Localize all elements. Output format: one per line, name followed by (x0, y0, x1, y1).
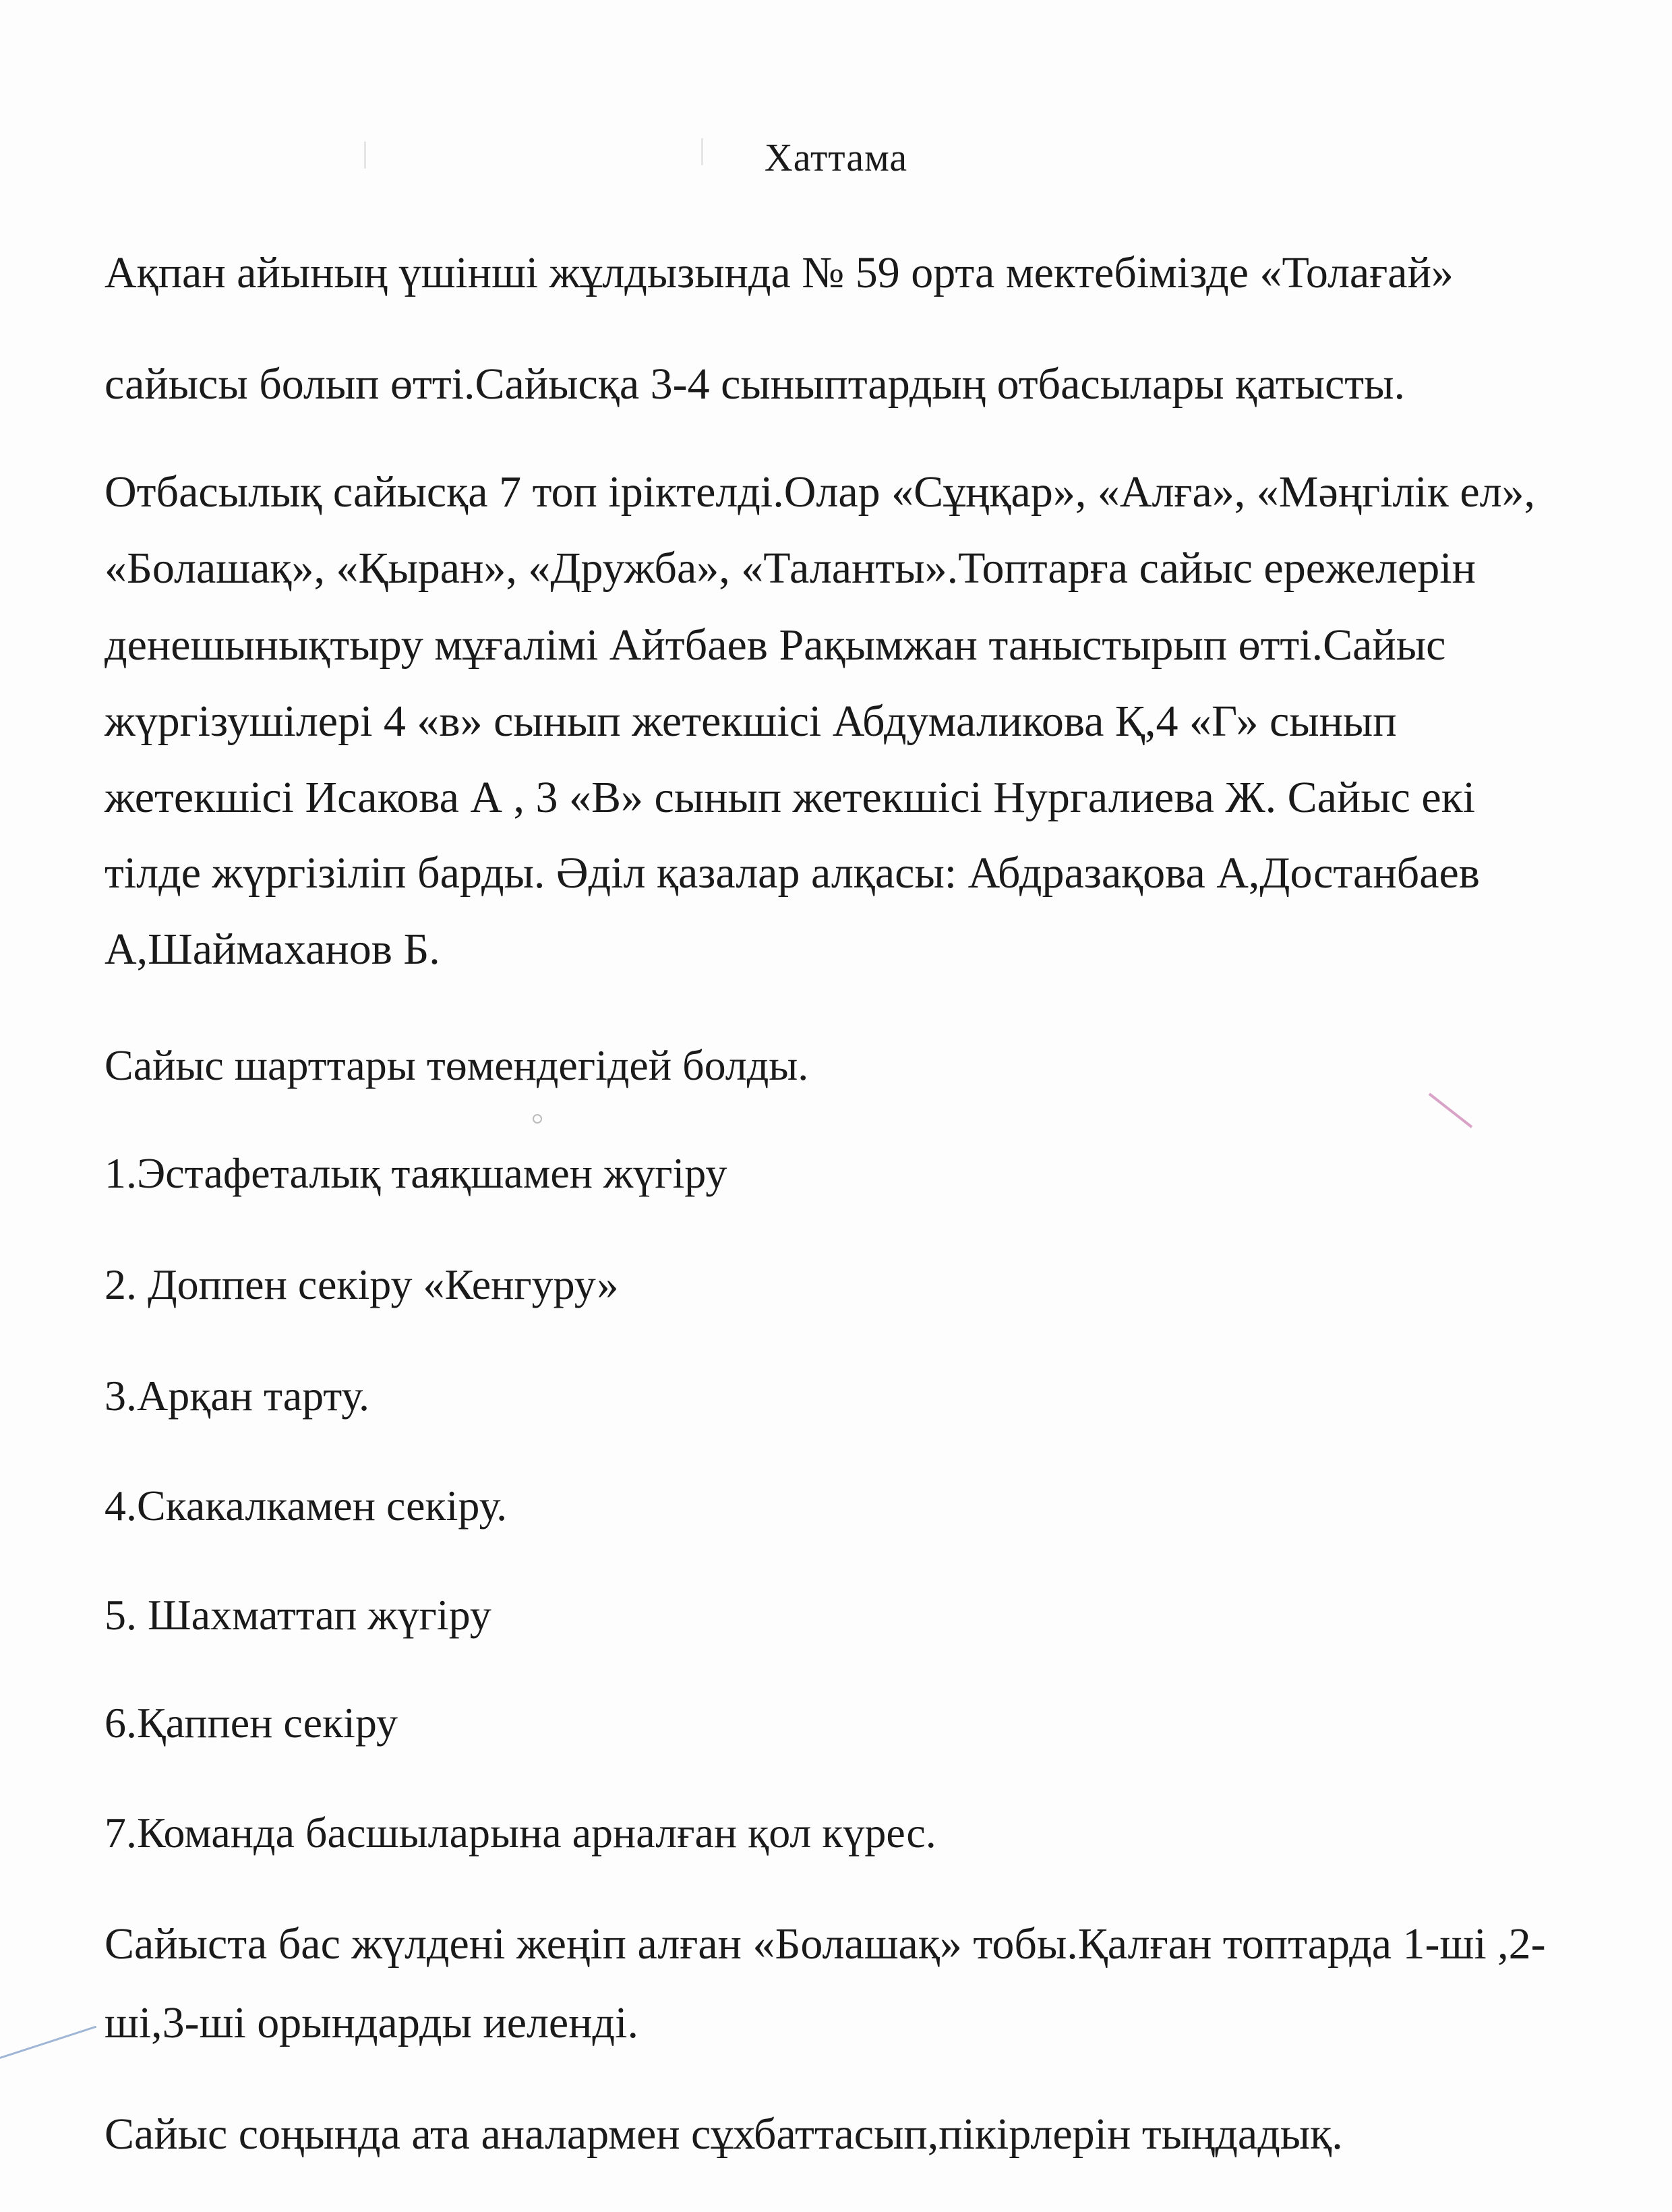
pink-pen-mark (1429, 1093, 1473, 1128)
result-line: Сайыста бас жүлдені жеңіп алған «Болашақ» тобы.Қалған топтарда 1-ші ,2- (104, 1919, 1546, 1969)
paragraph-line: сайысы болып өтті.Сайысқа 3-4 сыныптардың отбасылары қатысты. (104, 359, 1405, 409)
list-item: 5. Шахматтап жүгіру (104, 1591, 491, 1639)
document-title: Хаттама (764, 136, 908, 179)
blue-pen-mark (0, 2026, 96, 2059)
scan-speck (364, 142, 366, 169)
result-line: ші,3-ші орындарды иеленді. (104, 1998, 638, 2047)
paragraph-line: тілде жүргізіліп барды. Әділ қазалар алқасы: Абдразақова А,Достанбаев (104, 848, 1480, 898)
list-item: 2. Доппен секіру «Кенгуру» (104, 1260, 619, 1308)
scan-dot-mark (533, 1114, 542, 1124)
paragraph-line: жетекшісі Исакова А , 3 «В» сынып жетекшісі Нургалиева Ж. Сайыс екі (104, 773, 1476, 822)
paragraph-line: «Болашақ», «Қыран», «Дружба», «Таланты».Топтарға сайыс ережелерін (104, 544, 1476, 593)
list-item: 6.Қаппен секіру (104, 1699, 398, 1747)
conditions-heading: Сайыс шарттары төмендегідей болды. (104, 1041, 809, 1089)
scan-speck (701, 138, 703, 165)
list-item: 3.Арқан тарту. (104, 1372, 369, 1420)
list-item: 1.Эстафеталық таяқшамен жүгіру (104, 1149, 727, 1197)
paragraph-line: денешынықтыру мұғалімі Айтбаев Рақымжан таныстырып өтті.Сайыс (104, 620, 1446, 670)
paragraph-line: жүргізушілері 4 «в» сынып жетекшісі Абдумаликова Қ,4 «Г» сынып (104, 697, 1397, 746)
list-item: 4.Скакалкамен секіру. (104, 1482, 508, 1530)
closing-line: Сайыс соңында ата аналармен сұхбаттасып,пікірлерін тыңдадық. (104, 2109, 1343, 2159)
paragraph-line: Ақпан айының үшінші жұлдызында № 59 орта мектебімізде «Толағай» (104, 248, 1454, 297)
paragraph-line: А,Шаймаханов Б. (104, 925, 440, 974)
paragraph-line: Отбасылық сайысқа 7 топ іріктелді.Олар «Сұңқар», «Алға», «Мәңгілік ел», (104, 467, 1536, 517)
list-item: 7.Команда басшыларына арналған қол күрес. (104, 1809, 936, 1857)
